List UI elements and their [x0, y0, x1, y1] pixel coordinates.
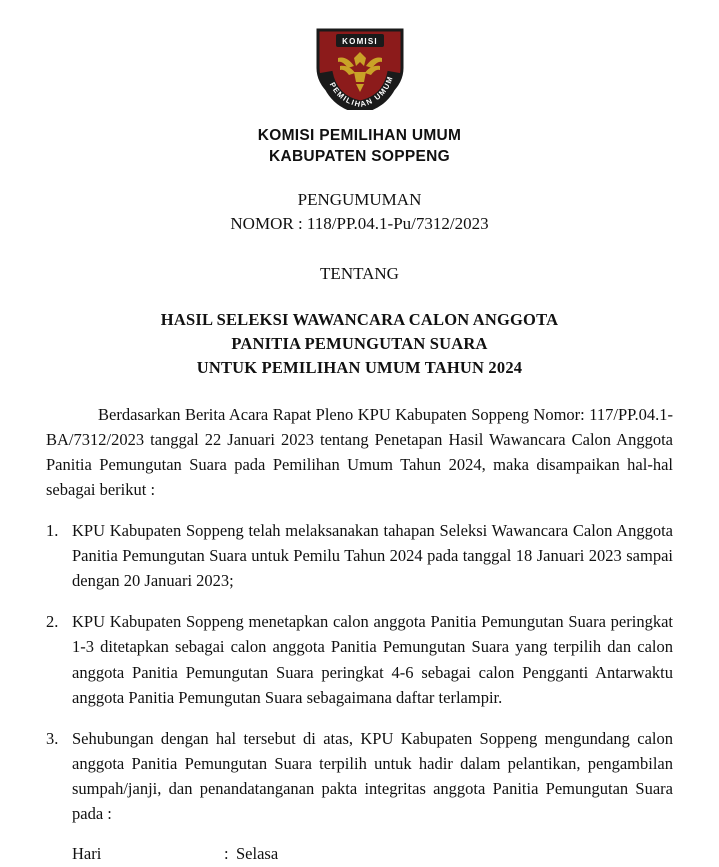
announcement-header — [0, 188, 719, 236]
svg-text:PEMILIHAN UMUM: PEMILIHAN UMUM — [327, 74, 395, 110]
kpu-logo — [310, 22, 410, 110]
list-item-number: 3. — [46, 728, 59, 748]
svg-text:KOMISI: KOMISI — [341, 37, 378, 46]
list-item — [46, 609, 673, 709]
institution-line-2: KABUPATEN SOPPENG — [268, 147, 451, 165]
document-title — [0, 308, 719, 380]
detail-label: Hari — [72, 844, 102, 864]
detail-value: Selasa — [236, 844, 279, 864]
tentang-label: TENTANG — [320, 264, 399, 284]
list-item-text: KPU Kabupaten Soppeng telah melaksanakan tahapan Seleksi Wawancara Calon Anggota Panitia Pemungutan Suara untuk Pemilu Tahun 2024 pada tanggal 18 Januari 2023 sampai dengan 20 Januari 2023; — [72, 521, 673, 591]
title-line-3: UNTUK PEMILIHAN UMUM TAHUN 2024 — [196, 357, 523, 377]
list-item-text: Sehubungan dengan hal tersebut di atas, KPU Kabupaten Soppeng mengundang calon anggota Panitia Pemungutan Suara terpilih untuk hadir dalam pelantikan, pengambilan sumpah/janji, dan penandatanganan pakta integritas anggota Panitia Pemungutan Suara pada : — [72, 728, 673, 823]
title-line-1: HASIL SELEKSI WAWANCARA CALON ANGGOTA — [160, 310, 559, 330]
list-item — [46, 518, 673, 593]
announcement-kind: PENGUMUMAN — [297, 189, 422, 209]
announcement-number: NOMOR : 118/PP.04.1-Pu/7312/2023 — [230, 213, 489, 233]
document-body — [46, 402, 673, 867]
opening-paragraph: Berdasarkan Berita Acara Rapat Pleno KPU Kabupaten Soppeng Nomor: 117/PP.04.1-BA/7312/2023 tanggal 22 Januari 2023 tentang Penetapan Hasil Wawancara Calon Anggota Panitia Pemungutan Suara pada Pemilihan Umum Tahun 2024, maka disampaikan hal-hal sebagai berikut : — [46, 404, 673, 500]
list-item-number: 2. — [46, 612, 59, 632]
logo-container — [0, 0, 719, 110]
list-item — [46, 726, 673, 826]
title-line-2: PANITIA PEMUNGUTAN SUARA — [231, 334, 488, 354]
institution-line-1: KOMISI PEMILIHAN UMUM — [257, 127, 462, 144]
detail-row-hari — [72, 842, 673, 867]
list-item-number: 1. — [46, 521, 59, 541]
detail-colon: : — [224, 844, 229, 864]
institution-header — [0, 126, 719, 168]
list-item-text: KPU Kabupaten Soppeng menetapkan calon anggota Panitia Pemungutan Suara peringkat 1-3 ditetapkan sebagai calon anggota Panitia Pemungutan Suara yang terpilih dan calon anggota Panitia Pemungutan Suara peringkat 4-6 sebagai calon Pengganti Antarwaktu anggota Panitia Pemungutan Suara sebagaimana daftar terlampir. — [72, 612, 673, 707]
